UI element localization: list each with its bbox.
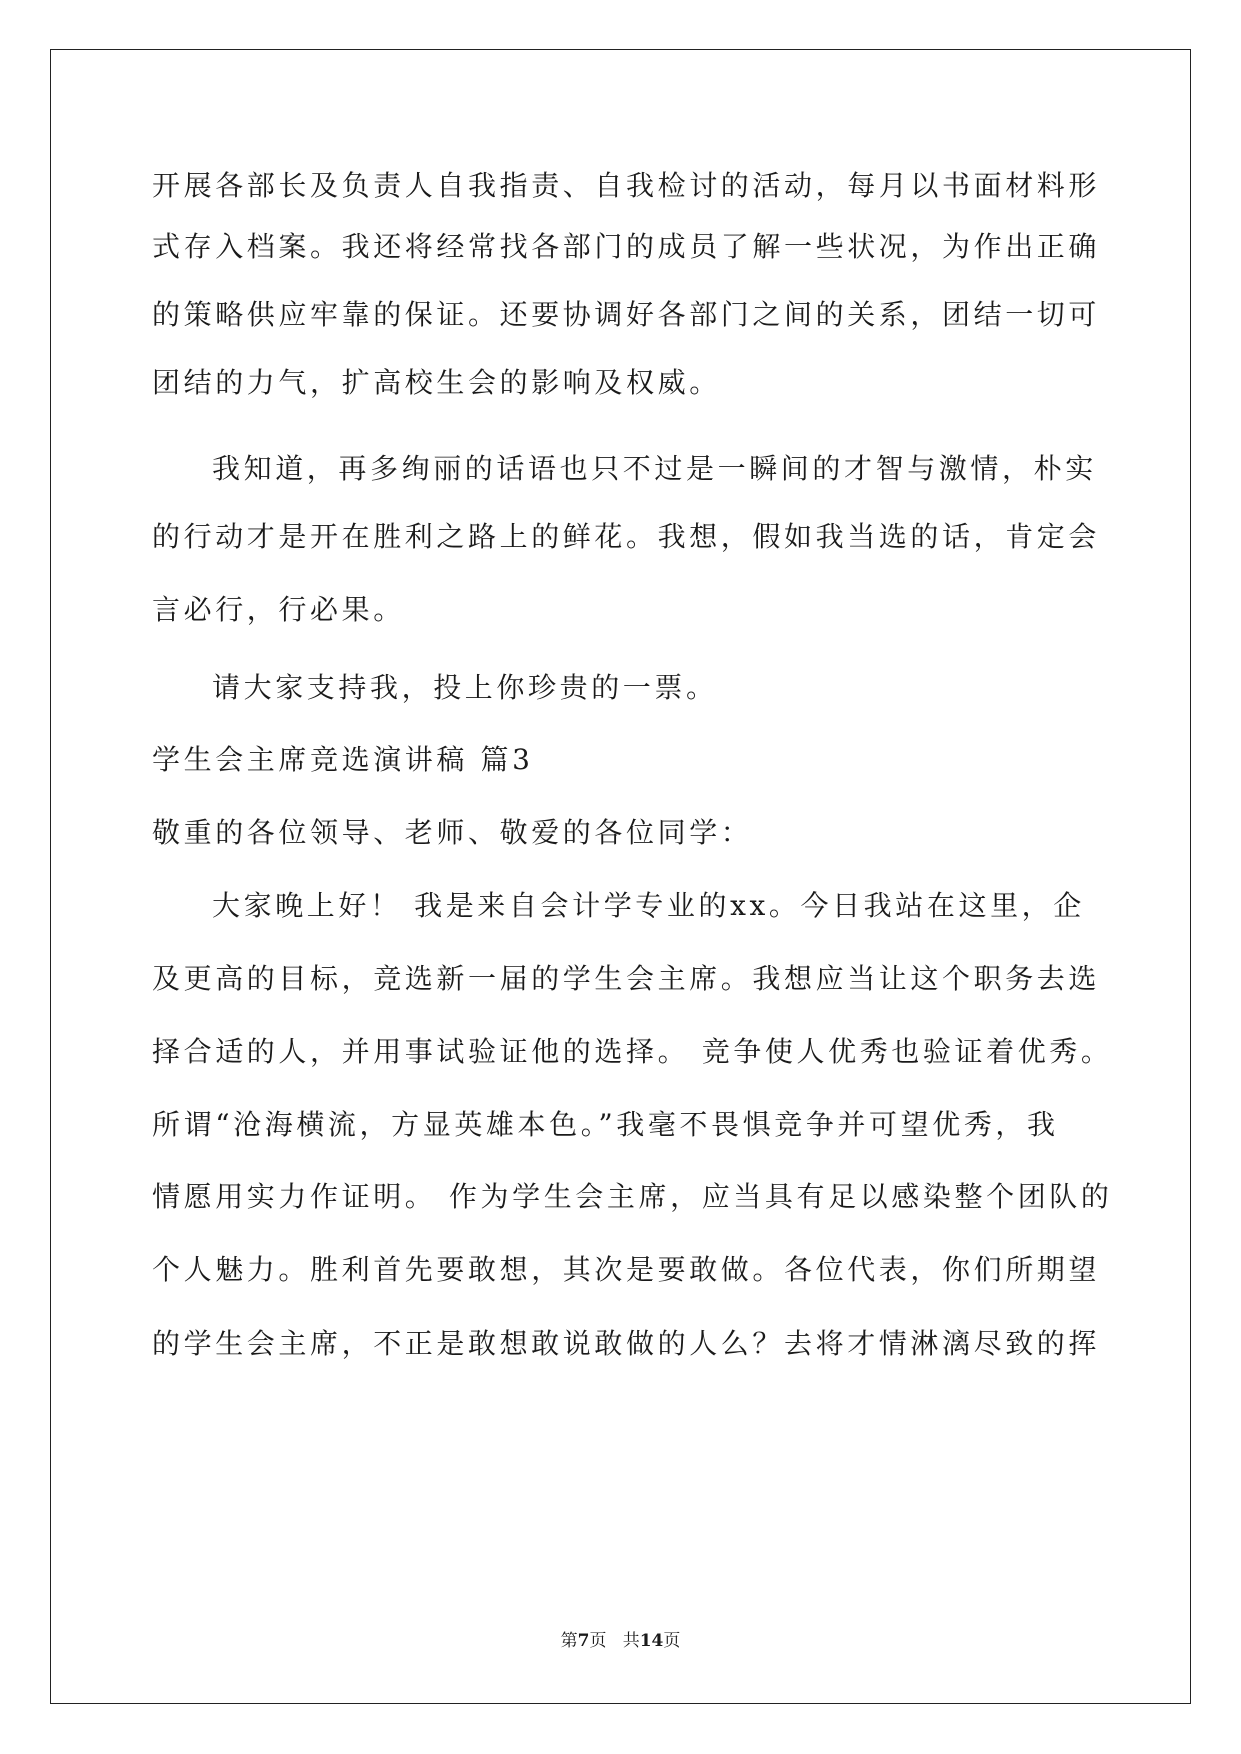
- page-footer: [0, 1630, 1241, 1652]
- salutation: 敬重的各位领导、老师、敬爱的各位同学：: [152, 816, 753, 849]
- text-line: 的策略供应牢靠的保证。还要协调好各部门之间的关系，团结一切可: [152, 298, 1101, 331]
- page-number: 7: [577, 1631, 590, 1651]
- paragraph-first-line: 请大家支持我，投上你珍贵的一票。: [212, 671, 718, 704]
- text-line: 所谓“沧海横流，方显英雄本色。”我毫不畏惧竞争并可望优秀，我: [152, 1108, 1059, 1141]
- text-line: 择合适的人，并用事试验证他的选择。 竞争使人优秀也验证着优秀。: [152, 1035, 1113, 1068]
- text-line: 言必行，行必果。: [152, 593, 405, 626]
- total-pages: 14: [639, 1631, 664, 1651]
- section-heading: 学生会主席竞选演讲稿 篇3: [152, 743, 534, 776]
- paragraph-first-line: 我知道，再多绚丽的话语也只不过是一瞬间的才智与激情，朴实: [212, 452, 1097, 485]
- text-line: 的学生会主席，不正是敢想敢说敢做的人么？去将才情淋漓尽致的挥: [152, 1327, 1101, 1360]
- page-prefix: 第: [560, 1631, 578, 1651]
- text-line: 情愿用实力作证明。 作为学生会主席，应当具有足以感染整个团队的: [152, 1180, 1113, 1213]
- text-line: 式存入档案。我还将经常找各部门的成员了解一些状况，为作出正确: [152, 230, 1101, 263]
- paragraph-first-line: 大家晚上好！ 我是来自会计学专业的xx。今日我站在这里，企: [212, 889, 1085, 922]
- text-line: 及更高的目标，竞选新一届的学生会主席。我想应当让这个职务去选: [152, 962, 1101, 995]
- text-line: 的行动才是开在胜利之路上的鲜花。我想，假如我当选的话，肯定会: [152, 520, 1101, 553]
- text-line: 个人魅力。胜利首先要敢想，其次是要敢做。各位代表，你们所期望: [152, 1253, 1101, 1286]
- total-prefix: 共: [622, 1631, 640, 1651]
- text-line: 开展各部长及负责人自我指责、自我检讨的活动，每月以书面材料形: [152, 169, 1101, 202]
- page-suffix: 页: [589, 1631, 607, 1651]
- total-suffix: 页: [663, 1631, 681, 1651]
- text-line: 团结的力气，扩高校生会的影响及权威。: [152, 366, 721, 399]
